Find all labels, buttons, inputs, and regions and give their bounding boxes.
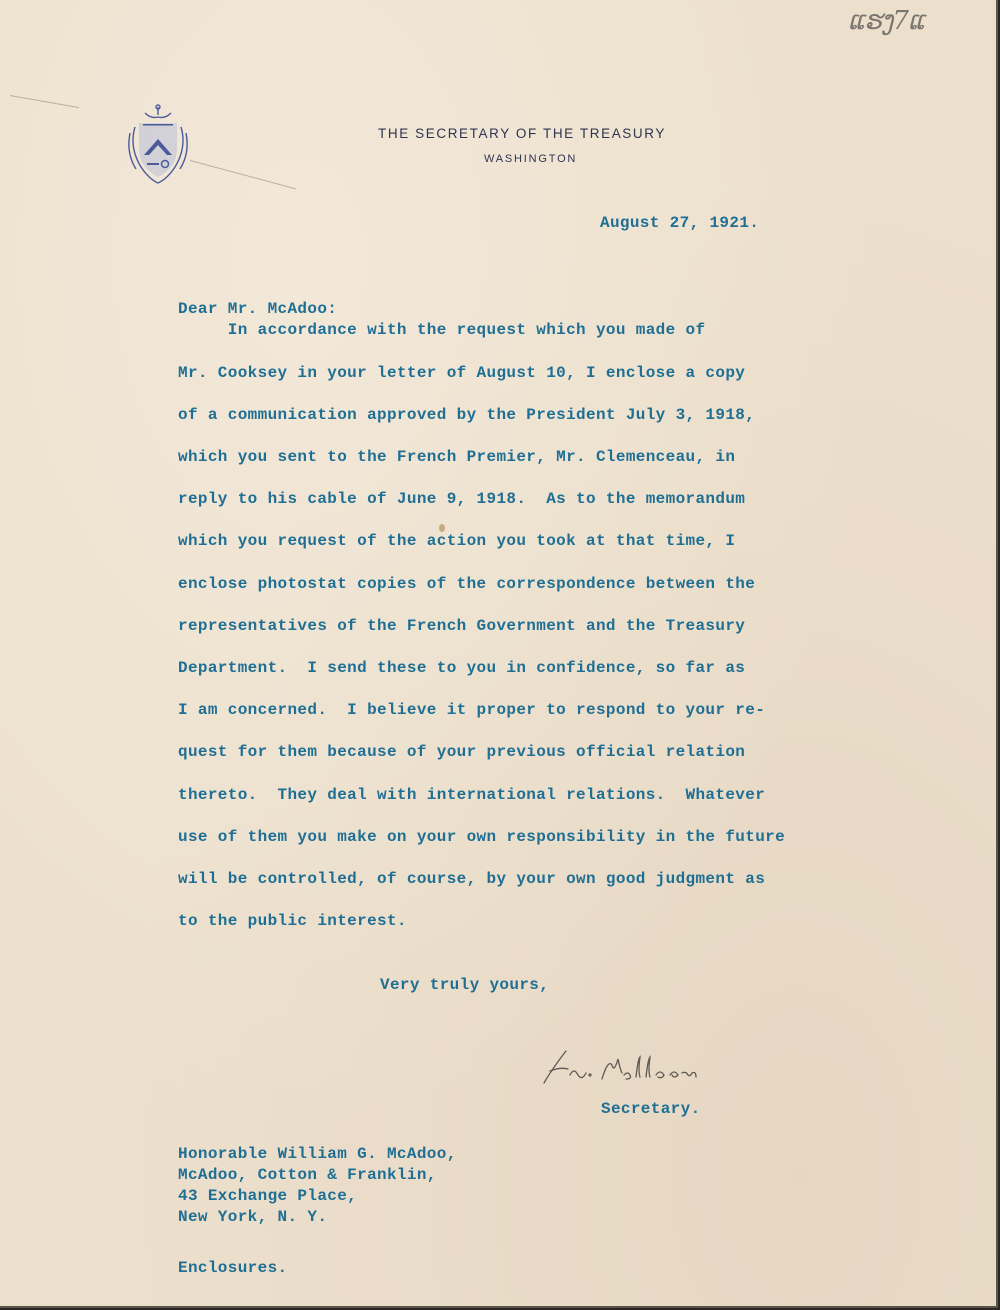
pencil-inventory-mark: ແຮງ7ແ: [848, 6, 925, 36]
body-line: to the public interest.: [178, 912, 407, 930]
address-line: McAdoo, Cotton & Franklin,: [178, 1166, 437, 1184]
address-line: New York, N. Y.: [178, 1208, 328, 1226]
body-line: reply to his cable of June 9, 1918. As to the memorandum: [178, 490, 746, 508]
letterhead-title: THE SECRETARY OF THE TREASURY: [378, 126, 666, 141]
body-line: Department. I send these to you in confidence, so far as: [178, 659, 746, 677]
enclosures-note: Enclosures.: [178, 1259, 288, 1277]
signer-title: Secretary.: [601, 1100, 701, 1118]
body-line: which you request of the action you took at that time, I: [178, 532, 736, 550]
letterhead-city: WASHINGTON: [484, 153, 578, 165]
body-line: In accordance with the request which you made of: [178, 321, 706, 339]
body-line: I am concerned. I believe it proper to respond to your re-: [178, 701, 766, 719]
body-line: will be controlled, of course, by your own good judgment as: [178, 870, 766, 888]
body-line: representatives of the French Government and the Treasury: [178, 617, 746, 635]
letter-date: August 27, 1921.: [600, 214, 760, 232]
treasury-seal-icon: [125, 103, 191, 185]
ink-stain: [439, 524, 445, 532]
body-line: Mr. Cooksey in your letter of August 10, I enclose a copy: [178, 364, 746, 382]
closing: Very truly yours,: [380, 976, 550, 994]
body-line: of a communication approved by the President July 3, 1918,: [178, 406, 756, 424]
body-line: enclose photostat copies of the correspondence between the: [178, 575, 756, 593]
address-line: Honorable William G. McAdoo,: [178, 1145, 457, 1163]
address-line: 43 Exchange Place,: [178, 1187, 358, 1205]
body-line: quest for them because of your previous official relation: [178, 743, 746, 761]
body-line: thereto. They deal with international relations. Whatever: [178, 786, 766, 804]
salutation: Dear Mr. McAdoo:: [178, 300, 338, 318]
body-line: which you sent to the French Premier, Mr. Clemenceau, in: [178, 448, 736, 466]
handwritten-signature: [540, 1045, 740, 1090]
paper-crease: [10, 95, 79, 108]
body-line: use of them you make on your own responsibility in the future: [178, 828, 786, 846]
paper-crease: [190, 160, 297, 189]
